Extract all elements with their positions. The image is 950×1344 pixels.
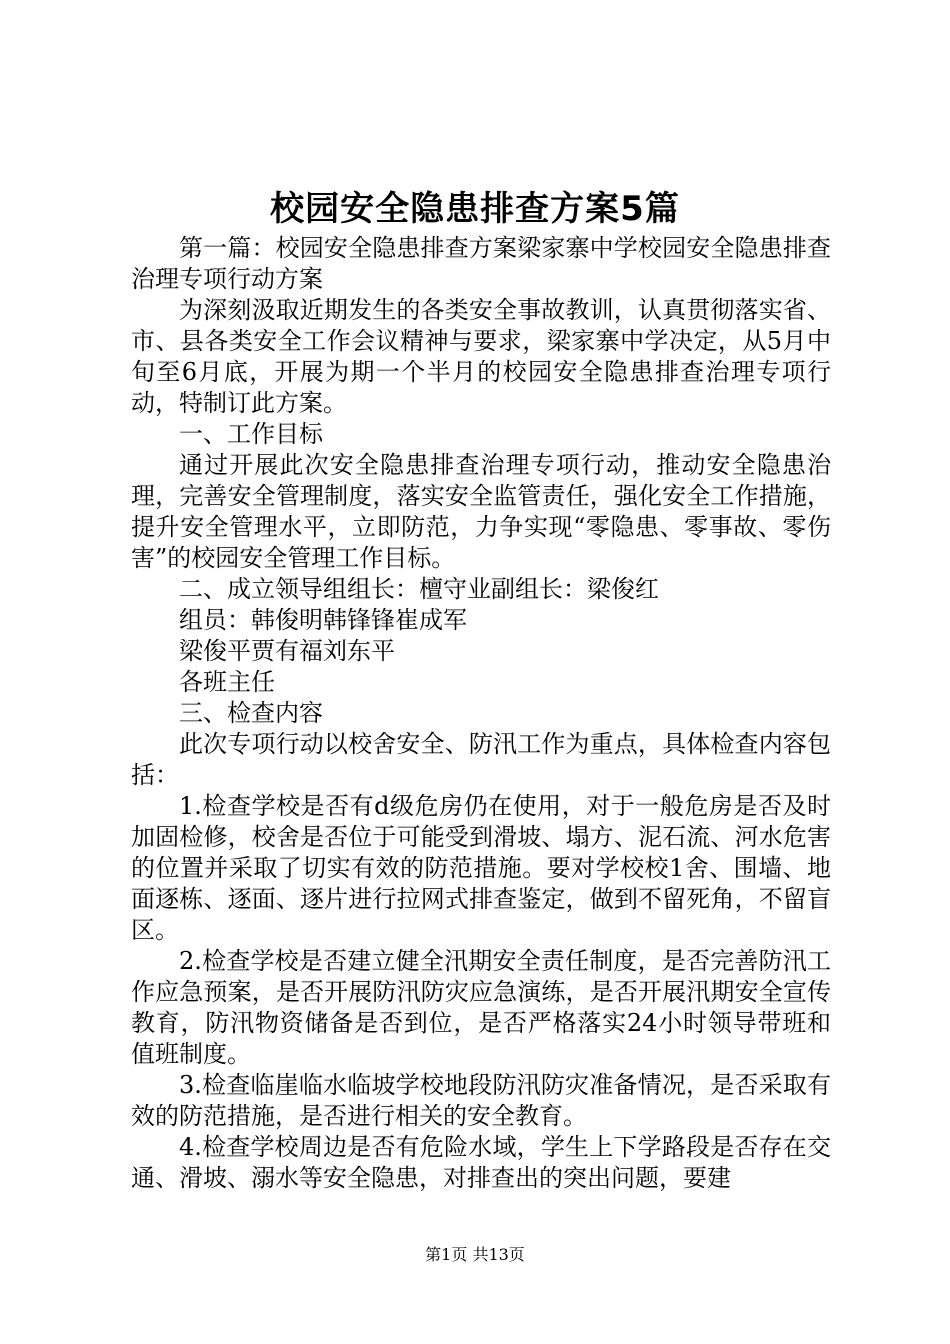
page-footer: 第1页 共13页	[425, 1245, 525, 1264]
document-title: 校园安全隐患排查方案5篇	[270, 189, 680, 229]
paragraph: 为深刻汲取近期发生的各类安全事故教训，认真贯彻落实省、市、县各类安全工作会议精神与要求，梁家寨中学决定，从5月中旬至6月底，开展为期一个半月的校园安全隐患排查治理专项行动，特制订此方案。	[131, 296, 831, 417]
section-heading: 一、工作目标	[179, 420, 323, 448]
paragraph: 通过开展此次安全隐患排查治理专项行动，推动安全隐患治理，完善安全管理制度，落实安全监管责任，强化安全工作措施，提升安全管理水平，立即防范，力争实现“零隐患、零事故、零伤害”的校园安全管理工作目标。	[131, 451, 831, 572]
paragraph: 组员：韩俊明韩锋锋崔成军	[179, 606, 467, 634]
paragraph: 各班主任	[179, 668, 275, 696]
paragraph: 第一篇：校园安全隐患排查方案梁家寨中学校园安全隐患排查治理专项行动方案	[131, 234, 831, 293]
list-item: 1.检查学校是否有d级危房仍在使用，对于一般危房是否及时加固检修，校舍是否位于可能受到滑坡、塌方、泥石流、河水危害的位置并采取了切实有效的防范措施。要对学校校1舍、围墙、地面逐栋、逐面、逐片进行拉网式排查鉴定，做到不留死角，不留盲区。	[131, 792, 831, 944]
list-item: 3.检查临崖临水临坡学校地段防汛防灾准备情况，是否采取有效的防范措施，是否进行相关的安全教育。	[131, 1071, 831, 1130]
section-heading: 二、成立领导组组长：檀守业副组长：梁俊红	[179, 575, 659, 603]
list-item: 4.检查学校周边是否有危险水域，学生上下学路段是否存在交通、滑坡、溺水等安全隐患，对排查出的突出问题，要建	[131, 1133, 831, 1192]
document-body	[131, 233, 831, 1194]
paragraph: 此次专项行动以校舍安全、防汛工作为重点，具体检查内容包括：	[131, 730, 831, 789]
section-heading: 三、检查内容	[179, 699, 323, 727]
list-item: 2.检查学校是否建立健全汛期安全责任制度，是否完善防汛工作应急预案，是否开展防汛防灾应急演练，是否开展汛期安全宣传教育，防汛物资储备是否到位，是否严格落实24小时领导带班和值班制度。	[131, 947, 831, 1068]
paragraph: 梁俊平贾有福刘东平	[179, 637, 395, 665]
